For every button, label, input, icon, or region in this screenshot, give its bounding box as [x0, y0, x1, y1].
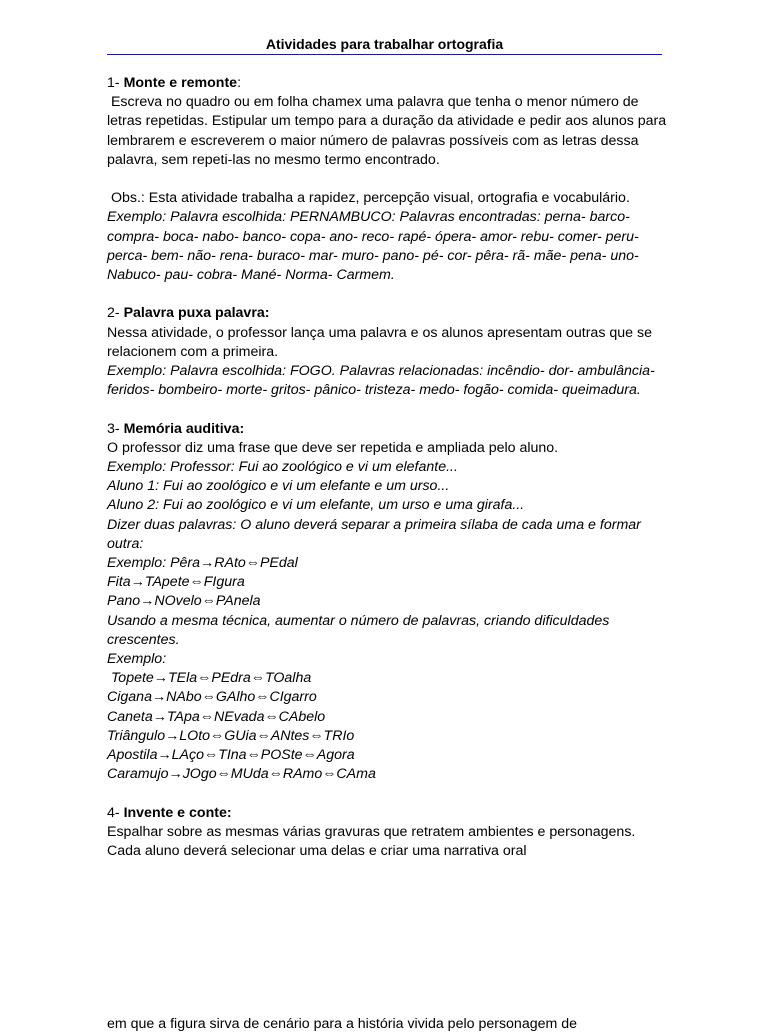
example-line: Exemplo: Professor: Fui ao zoológico e vi um elefante... [107, 459, 458, 476]
section-number: 2- [107, 305, 124, 322]
document-title: Atividades para trabalhar ortografia [265, 36, 504, 52]
document-body [107, 74, 671, 861]
section-3-heading [107, 420, 667, 439]
section-title: Monte e remonte [123, 75, 238, 91]
section-1-heading [107, 74, 667, 93]
section-3-body: O professor diz uma frase que deve ser repetida e ampliada pelo aluno. [107, 439, 559, 456]
example-line: Caneta→TApa⇔NEvada⇔CAbelo [107, 708, 326, 725]
example-line: Dizer duas palavras: O aluno deverá separar a primeira sílaba de cada uma e formar outra: [107, 516, 641, 552]
section-1-example: Exemplo: Palavra escolhida: PERNAMBUCO: Palavras encontradas: perna- barco- compra- boca- nabo- banco- copa- ano- reco- rapé- ópera- amor- rebu- comer- peru- perca- bem- não- rena- buraco- mar- muro- pano- pé- cor- pêra- rã- mãe- pena- uno- Nabuco- pau- cobra- Mané- Norma- Carmem. [107, 209, 639, 284]
example-line: Topete→TEla⇔PEdra⇔TOalha [107, 670, 312, 687]
example-line: Cigana→NAbo⇔GAlho⇔CIgarro [107, 689, 317, 706]
heading-colon: : [237, 75, 242, 91]
section-title: Invente e conte: [123, 804, 232, 821]
section-number: 3- [107, 420, 124, 437]
section-4-heading [107, 804, 667, 823]
section-2-example: Exemplo: Palavra escolhida: FOGO. Palavras relacionadas: incêndio- dor- ambulância- feridos- bombeiro- morte- gritos- pânico- tristeza- medo- fogão- comida- queimadura. [107, 363, 655, 399]
example-line: Caramujo→JOgo⇔MUda⇔RAmo⇔CAma [107, 766, 376, 783]
section-title: Palavra puxa palavra: [123, 305, 270, 322]
section-title: Memória auditiva: [123, 420, 245, 437]
section-4-body: Espalhar sobre as mesmas várias gravuras que retratem ambientes e personagens. Cada aluno deverá selecionar uma delas e criar uma narrativa oral [107, 823, 636, 860]
section-2-heading [107, 304, 667, 323]
section-1-obs: Obs.: Esta atividade trabalha a rapidez, percepção visual, ortografia e vocabulário. [107, 190, 630, 207]
example-line: Exemplo: Pêra→RAto⇔PEdal [107, 555, 298, 572]
section-number: 1- [107, 75, 124, 91]
section-1-body: Escreva no quadro ou em folha chamex uma palavra que tenha o menor número de letras repetidas. Estipular um tempo para a duração da atividade e pedir aos alunos para lembrarem e escreverem o maior número de palavras possíveis com as letras dessa palavra, sem repeti-las no mesmo termo encontrado. [107, 94, 671, 168]
example-line: Usando a mesma técnica, aumentar o número de palavras, criando dificuldades crescentes. [107, 612, 610, 648]
section-2-body: Nessa atividade, o professor lança uma palavra e os alunos apresentam outras que se relacionem com a primeira. [107, 324, 652, 360]
example-line: Apostila→LAço⇔TIna⇔POSte⇔Agora [107, 747, 355, 764]
example-line: Aluno 1: Fui ao zoológico e vi um elefante e um urso... [107, 478, 450, 495]
section-number: 4- [107, 804, 124, 821]
example-line: Fita→TApete⇔FIgura [107, 574, 245, 591]
title-underline [107, 54, 662, 55]
example-line: Exemplo: [107, 651, 167, 668]
example-line: Pano→NOvelo⇔PAnela [107, 593, 261, 610]
example-line: Aluno 2: Fui ao zoológico e vi um elefante, um urso e uma girafa... [107, 497, 525, 514]
example-line: Triângulo→LOto⇔GUia⇔ANtes⇔TRIo [107, 727, 355, 744]
next-page-text: em que a figura sirva de cenário para a história vivida pelo personagem de [107, 1016, 578, 1032]
